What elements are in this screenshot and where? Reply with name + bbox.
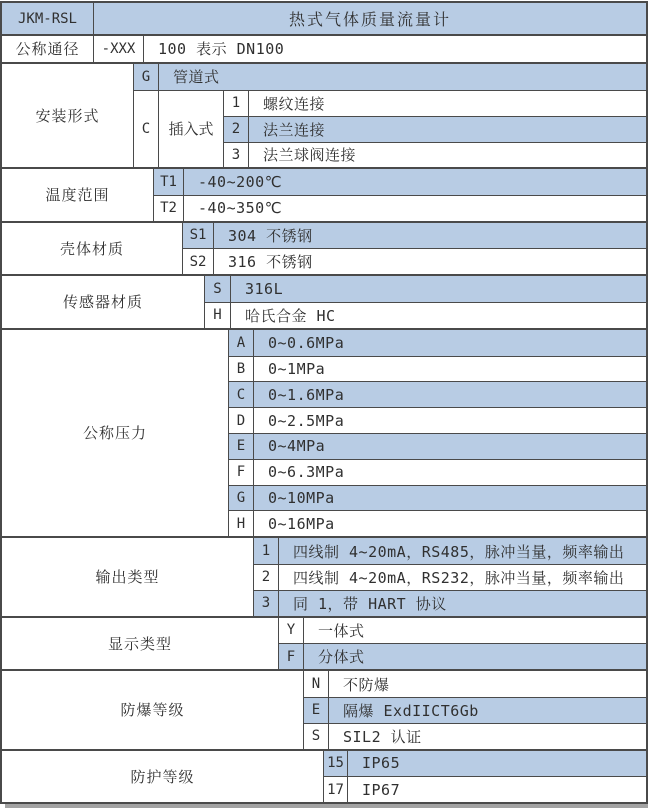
insertion-type-group bbox=[134, 90, 646, 167]
code-cell: D bbox=[229, 408, 254, 433]
desc-cell: 0~0.6MPa bbox=[268, 333, 345, 352]
code-cell: 2 bbox=[254, 565, 279, 590]
desc-cell: 法兰球阀连接 bbox=[263, 146, 357, 165]
desc-cell: 法兰连接 bbox=[263, 120, 326, 139]
section-housing-material bbox=[2, 221, 646, 275]
code-cell: G bbox=[134, 64, 159, 90]
desc-cell: 0~2.5MPa bbox=[268, 411, 345, 430]
section-label-output-type: 输出类型 bbox=[2, 538, 254, 615]
table-row bbox=[229, 510, 646, 536]
desc-cell: 304 不锈钢 bbox=[228, 226, 313, 245]
desc-cell: 不防爆 bbox=[343, 675, 390, 694]
table-row bbox=[254, 590, 646, 616]
section-explosion-proof-grade bbox=[2, 669, 646, 748]
section-nominal-pressure bbox=[2, 328, 646, 536]
code-cell: 1 bbox=[254, 538, 279, 564]
section-label-explosion-proof-grade: 防爆等级 bbox=[2, 671, 304, 748]
code-cell: E bbox=[229, 434, 254, 459]
model-code-cell: JKM-RSL bbox=[2, 3, 94, 34]
section-sensor-material bbox=[2, 274, 646, 328]
table-row bbox=[254, 564, 646, 590]
desc-cell: 0~6.3MPa bbox=[268, 463, 345, 482]
code-cell: 1 bbox=[224, 91, 249, 116]
table-row bbox=[304, 697, 646, 723]
table-row bbox=[205, 276, 646, 302]
code-cell: 15 bbox=[324, 751, 348, 777]
code-cell: B bbox=[229, 357, 254, 382]
table-row bbox=[183, 248, 646, 274]
desc-cell: 哈氏合金 HC bbox=[245, 306, 336, 325]
code-cell: N bbox=[304, 671, 329, 697]
section-label-housing-material: 壳体材质 bbox=[2, 223, 183, 275]
desc-cell: 四线制 4~20mA，RS485，脉冲当量，频率输出 bbox=[293, 542, 625, 561]
desc-cell: 隔爆 ExdIICT6Gb bbox=[343, 701, 479, 720]
table-row bbox=[229, 407, 646, 433]
desc-cell: 0~10MPa bbox=[268, 488, 335, 507]
code-cell: S bbox=[304, 724, 329, 749]
model-selection-table bbox=[0, 1, 648, 804]
desc-cell: 0~1.6MPa bbox=[268, 385, 345, 404]
table-row bbox=[324, 751, 646, 777]
code-cell: 17 bbox=[324, 777, 348, 802]
table-row bbox=[279, 618, 646, 644]
desc-cell: 0~1MPa bbox=[268, 359, 326, 378]
section-label-sensor-material: 传感器材质 bbox=[2, 276, 205, 328]
table-row bbox=[154, 169, 646, 195]
code-cell: H bbox=[229, 511, 254, 536]
table-row bbox=[229, 381, 646, 407]
section-label-nominal-diameter: 公称通径 bbox=[2, 36, 94, 62]
code-cell: F bbox=[229, 460, 254, 485]
code-cell: F bbox=[279, 644, 304, 669]
desc-cell: 四线制 4~20mA，RS232，脉冲当量，频率输出 bbox=[293, 568, 625, 587]
desc-cell: 螺纹连接 bbox=[263, 94, 326, 113]
table-title: 热式气体质量流量计 bbox=[288, 10, 451, 29]
desc-cell: 316 不锈钢 bbox=[228, 253, 313, 272]
table-row bbox=[254, 538, 646, 564]
code-cell: T1 bbox=[154, 169, 184, 195]
section-label-nominal-pressure: 公称压力 bbox=[2, 330, 229, 536]
code-cell: C bbox=[134, 91, 159, 167]
code-cell: 2 bbox=[224, 117, 249, 141]
code-cell: 3 bbox=[224, 143, 249, 167]
table-row bbox=[229, 485, 646, 511]
section-protection-grade bbox=[2, 749, 646, 803]
section-installation-type bbox=[2, 62, 646, 167]
code-cell: 3 bbox=[254, 591, 279, 616]
desc-cell: 分体式 bbox=[318, 648, 365, 667]
code-cell: E bbox=[304, 698, 329, 723]
table-row bbox=[229, 433, 646, 459]
table-row bbox=[224, 116, 646, 141]
code-cell: A bbox=[229, 330, 254, 356]
table-row bbox=[229, 330, 646, 356]
desc-cell: -40~200℃ bbox=[198, 172, 283, 191]
desc-cell: 管道式 bbox=[173, 68, 220, 87]
table-row bbox=[224, 91, 646, 116]
code-cell: -XXX bbox=[94, 36, 144, 62]
desc-cell: 一体式 bbox=[318, 621, 365, 640]
desc-cell: -40~350℃ bbox=[198, 199, 283, 218]
table-row bbox=[304, 723, 646, 749]
section-label-display-type: 显示类型 bbox=[2, 618, 279, 670]
table-row bbox=[229, 356, 646, 382]
section-label-protection-grade: 防护等级 bbox=[2, 751, 324, 803]
desc-cell: IP67 bbox=[362, 780, 401, 799]
code-cell: H bbox=[205, 303, 231, 328]
code-cell: S2 bbox=[183, 249, 214, 274]
section-label-temperature-range: 温度范围 bbox=[2, 169, 154, 221]
table-row bbox=[279, 643, 646, 669]
table-row bbox=[304, 671, 646, 697]
code-cell: G bbox=[229, 486, 254, 511]
desc-cell: 0~16MPa bbox=[268, 514, 335, 533]
table-row bbox=[224, 142, 646, 167]
code-cell: S1 bbox=[183, 223, 214, 249]
table-row bbox=[324, 776, 646, 802]
section-output-type bbox=[2, 536, 646, 615]
desc-cell: 0~4MPa bbox=[268, 437, 326, 456]
desc-cell: IP65 bbox=[362, 754, 401, 773]
insertion-type-label: 插入式 bbox=[159, 91, 224, 167]
desc-cell: 同 1，带 HART 协议 bbox=[293, 594, 447, 613]
table-header-section bbox=[2, 3, 646, 34]
code-cell: T2 bbox=[154, 196, 184, 221]
code-cell: Y bbox=[279, 618, 304, 644]
header-row bbox=[2, 3, 646, 34]
section-display-type bbox=[2, 616, 646, 670]
section-label-installation-type: 安装形式 bbox=[2, 64, 134, 167]
table-row bbox=[134, 64, 646, 90]
table-row bbox=[154, 195, 646, 221]
desc-cell: SIL2 认证 bbox=[343, 727, 422, 746]
section-nominal-diameter bbox=[2, 34, 646, 62]
code-cell: C bbox=[229, 382, 254, 407]
section-temperature-range bbox=[2, 167, 646, 221]
code-cell: S bbox=[205, 276, 231, 302]
desc-cell: 316L bbox=[245, 280, 284, 299]
desc-cell: 100 表示 DN100 bbox=[158, 40, 285, 59]
table-row bbox=[183, 223, 646, 249]
table-row bbox=[229, 459, 646, 485]
table-row bbox=[94, 36, 646, 62]
table-row bbox=[205, 302, 646, 328]
